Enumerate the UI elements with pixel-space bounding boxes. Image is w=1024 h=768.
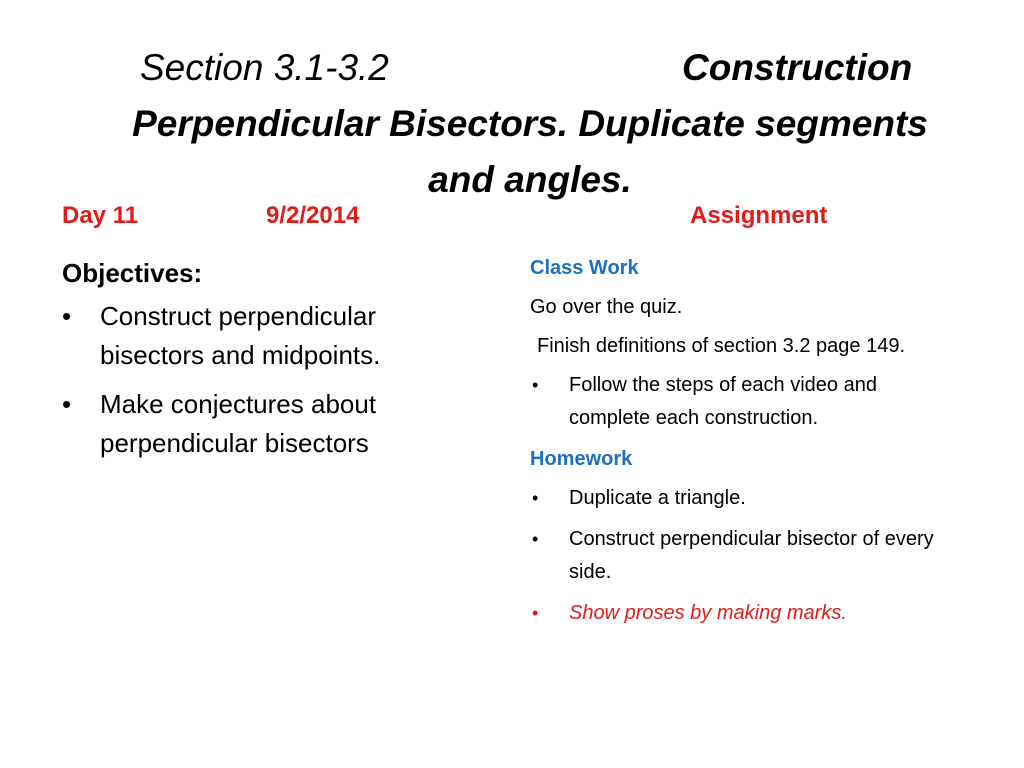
objectives-list [62, 297, 482, 463]
homework-bullet-text: Duplicate a triangle. [569, 487, 746, 509]
classwork-list [530, 369, 970, 435]
homework-list [530, 482, 970, 630]
classwork-line: Go over the quiz. [530, 296, 683, 318]
title-construction: Construction [682, 47, 913, 88]
bullet-icon: • [532, 375, 539, 395]
bullet-icon: • [62, 389, 72, 419]
title-line-3: and angles. [428, 159, 632, 200]
objective-text: Construct perpendicular bisectors and midpoints. [100, 301, 381, 370]
objectives-section [62, 254, 482, 473]
homework-bullet-text: Show proses by making marks. [569, 602, 847, 624]
list-item [530, 597, 970, 630]
classwork-bullet-text: Follow the steps of each video and complete each construction. [569, 374, 894, 429]
slide-title [80, 40, 980, 208]
classwork-label: Class Work [530, 257, 639, 279]
classwork-line: Finish definitions of section 3.2 page 149. [537, 335, 906, 357]
assignment-heading: Assignment [690, 202, 828, 229]
list-item [530, 482, 970, 515]
bullet-icon: • [532, 529, 539, 549]
title-section-number: Section 3.1-3.2 [140, 47, 389, 88]
homework-bullet-text: Construct perpendicular bisector of every side. [569, 528, 934, 583]
title-line-2: Perpendicular Bisectors. Duplicate segments [132, 103, 928, 144]
day-label: Day 11 [62, 202, 139, 229]
bullet-icon: • [62, 301, 72, 331]
list-item [530, 369, 970, 435]
list-item [530, 523, 970, 589]
homework-label: Homework [530, 448, 633, 470]
objective-text: Make conjectures about perpendicular bisectors [100, 389, 377, 458]
assignment-section [530, 252, 970, 638]
list-item [62, 297, 482, 375]
date-label: 9/2/2014 [266, 202, 360, 229]
bullet-icon: • [532, 488, 539, 508]
day-date-heading [62, 202, 360, 230]
objectives-label: Objectives: [62, 258, 203, 288]
list-item [62, 385, 482, 463]
title-line-1 [80, 40, 980, 96]
bullet-icon: • [532, 603, 539, 623]
